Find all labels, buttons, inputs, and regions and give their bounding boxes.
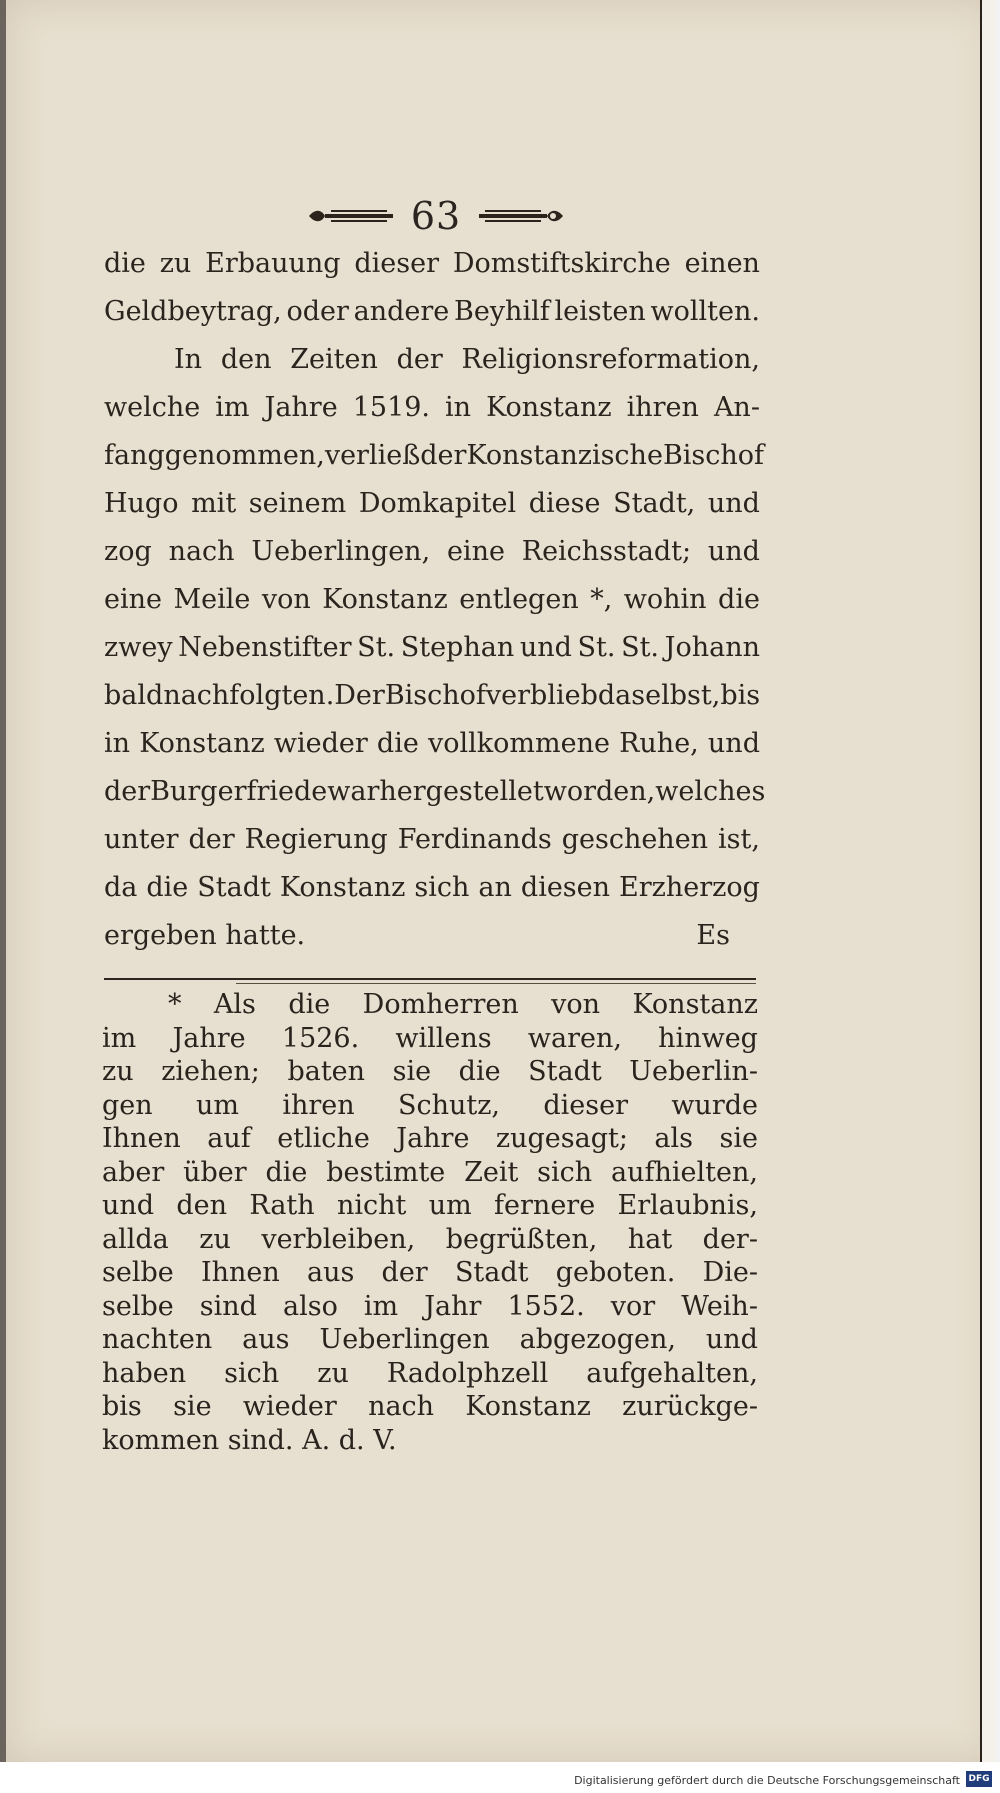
- body-line: in Konstanz wieder die vollkommene Ruhe, und: [104, 728, 760, 759]
- footnote-line: gen um ihren Schutz, dieser wurde: [102, 1089, 758, 1121]
- footnote-line: haben sich zu Radolphzell aufgehalten,: [102, 1357, 758, 1389]
- footnote-line: * Als die Domherren von Konstanz: [168, 989, 758, 1020]
- page-number: 63: [410, 194, 462, 238]
- left-ornament-icon: [307, 207, 397, 225]
- body-line: fang genommen, verließ der Konstanzische Bischof: [104, 440, 765, 471]
- last-body-line: [104, 912, 760, 960]
- body-line: bald nachfolgten. Der Bischof verblieb daselbst, bis: [104, 680, 761, 711]
- footnote-line: zu ziehen; baten sie die Stadt Ueberlin-: [102, 1056, 758, 1087]
- body-line: zog nach Ueberlingen, eine Reichsstadt; und: [104, 536, 760, 567]
- body-line: Geldbeytrag, oder andere Beyhilf leisten wollten.: [104, 296, 760, 327]
- footnote-line: nachten aus Ueberlingen abgezogen, und: [102, 1324, 758, 1355]
- dfg-logo-icon: DFG: [966, 1771, 992, 1787]
- footnote-line: Ihnen auf etliche Jahre zugesagt; als sie: [102, 1123, 758, 1154]
- footnote-line: selbe Ihnen aus der Stadt geboten. Die-: [102, 1257, 758, 1288]
- body-line: zwey Nebenstifter St. Stephan und St. St. Johann: [104, 632, 760, 663]
- footnote-line: und den Rath nicht um fernere Erlaubnis,: [102, 1190, 758, 1221]
- catchword: Es: [696, 920, 730, 951]
- body-line: eine Meile von Konstanz entlegen *, wohin die: [104, 584, 760, 615]
- body-line: unter der Regierung Ferdinands geschehen ist,: [104, 824, 760, 855]
- right-page-edge: [980, 0, 996, 1762]
- footnote-separator: [104, 978, 756, 980]
- body-line: die zu Erbauung dieser Domstiftskirche einen: [104, 248, 760, 279]
- body-line: In den Zeiten der Religionsreformation,: [174, 344, 760, 375]
- footnote-line: bis sie wieder nach Konstanz zurückge-: [102, 1391, 758, 1422]
- footnote-separator-inner: [236, 983, 756, 984]
- body-line: da die Stadt Konstanz sich an diesen Erzherzog: [104, 872, 760, 903]
- book-page: [6, 0, 996, 1762]
- page-header: [296, 196, 576, 236]
- body-line: der Burgerfriede war hergestellet worden, welches: [104, 776, 766, 807]
- footnote: [102, 988, 758, 1457]
- footnote-line: selbe sind also im Jahr 1552. vor Weih-: [102, 1290, 758, 1322]
- footnote-line: kommen sind. A. d. V.: [102, 1424, 397, 1456]
- body-line: ergeben hatte.: [104, 920, 306, 951]
- right-ornament-icon: [475, 207, 565, 225]
- digitization-credit: Digitalisierung gefördert durch die Deutsche Forschungsgemeinschaft: [574, 1774, 960, 1787]
- footnote-line: allda zu verbleiben, begrüßten, hat der-: [102, 1223, 758, 1255]
- body-text: [104, 240, 766, 960]
- body-line: Hugo mit seinem Domkapitel diese Stadt, und: [104, 488, 760, 519]
- footnote-line: im Jahre 1526. willens waren, hinweg: [102, 1022, 758, 1054]
- footnote-line: aber über die bestimte Zeit sich aufhielten,: [102, 1156, 758, 1188]
- body-line: welche im Jahre 1519. in Konstanz ihren An-: [104, 392, 760, 423]
